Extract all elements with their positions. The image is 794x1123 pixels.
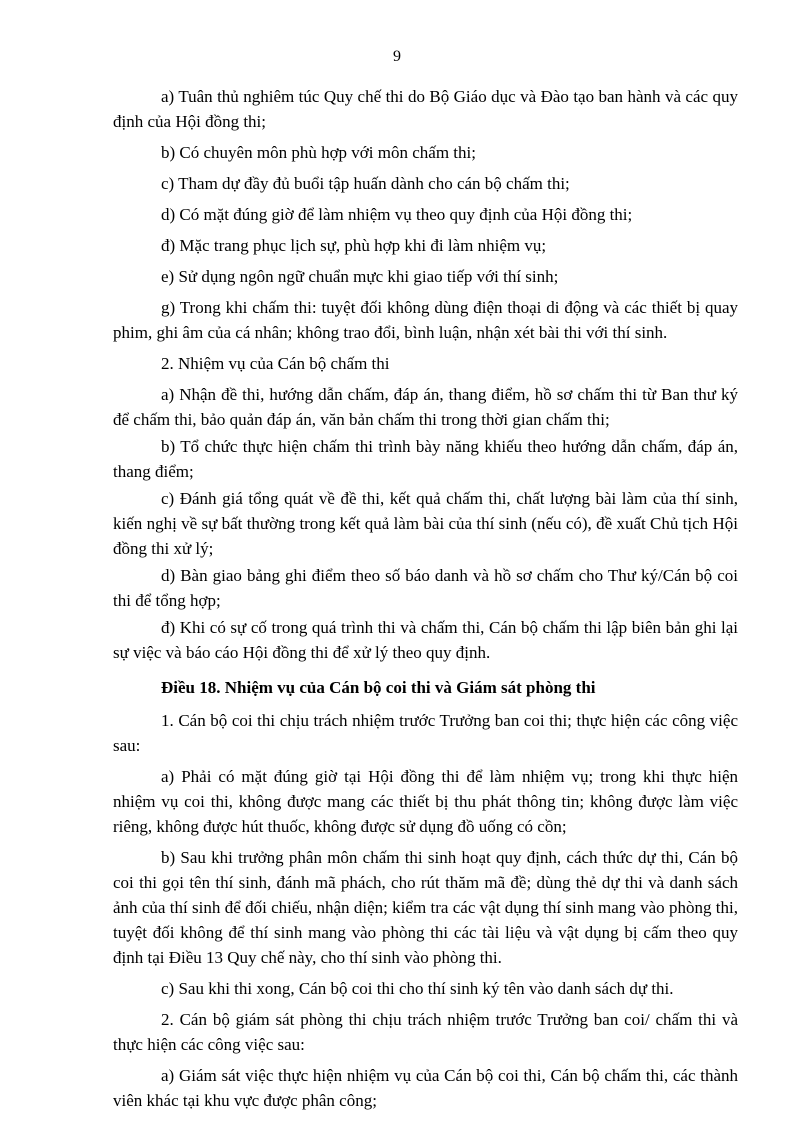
paragraph-1a: a) Tuân thủ nghiêm túc Quy chế thi do Bộ Giáo dục và Đào tạo ban hành và các quy định của Hội đồng thi;: [113, 87, 738, 131]
paragraph-18-1a: a) Phải có mặt đúng giờ tại Hội đồng thi để làm nhiệm vụ; trong khi thực hiện nhiệm vụ coi thi, không được mang các thiết bị thu phát thông tin; không được làm việc riêng, không được hút thuốc, không được sử dụng đồ uống có cồn;: [113, 767, 738, 836]
paragraph-2b: b) Tổ chức thực hiện chấm thi trình bày năng khiếu theo hướng dẫn chấm, đáp án, thang điểm;: [113, 437, 738, 481]
paragraph-18-1: 1. Cán bộ coi thi chịu trách nhiệm trước Trưởng ban coi thi; thực hiện các công việc sau:: [113, 711, 738, 755]
paragraph-1d: d) Có mặt đúng giờ để làm nhiệm vụ theo quy định của Hội đồng thi;: [161, 205, 633, 224]
paragraph-2dd: đ) Khi có sự cố trong quá trình thi và chấm thi, Cán bộ chấm thi lập biên bản ghi lại sự việc và báo cáo Hội đồng thi để xử lý theo quy định.: [113, 618, 738, 662]
paragraph-18-2: 2. Cán bộ giám sát phòng thi chịu trách nhiệm trước Trưởng ban coi/ chấm thi và thực hiện các công việc sau:: [113, 1010, 738, 1054]
paragraph-18-1b: b) Sau khi trưởng phân môn chấm thi sinh hoạt quy định, cách thức dự thi, Cán bộ coi thi gọi tên thí sinh, đánh mã phách, cho rút thăm mã đề; dùng thẻ dự thi và danh sách ảnh của thí sinh để đối chiếu, nhận diện; kiểm tra các vật dụng thí sinh mang vào phòng thi, tuyệt đối không để thí sinh mang vào phòng thi các tài liệu và vật dụng bị cấm theo quy định tại Điều 13 Quy chế này, cho thí sinh vào phòng thi.: [113, 848, 738, 967]
paragraph-1c: c) Tham dự đầy đủ buổi tập huấn dành cho cán bộ chấm thi;: [161, 174, 570, 193]
paragraph-2a: a) Nhận đề thi, hướng dẫn chấm, đáp án, thang điểm, hồ sơ chấm thi từ Ban thư ký để chấm thi, bảo quản đáp án, văn bản chấm thi trong thời gian chấm thi;: [113, 385, 738, 429]
paragraph-1b: b) Có chuyên môn phù hợp với môn chấm thi;: [161, 143, 476, 162]
page-number: 9: [393, 48, 401, 65]
paragraph-2c: c) Đánh giá tổng quát về đề thi, kết quả chấm thi, chất lượng bài làm của thí sinh, kiến nghị về sự bất thường trong kết quả làm bài của thí sinh (nếu có), đề xuất Chủ tịch Hội đồng thi xử lý;: [113, 489, 738, 558]
paragraph-1dd: đ) Mặc trang phục lịch sự, phù hợp khi đi làm nhiệm vụ;: [161, 236, 547, 255]
paragraph-1e: e) Sử dụng ngôn ngữ chuẩn mực khi giao tiếp với thí sinh;: [161, 267, 559, 286]
paragraph-18-2a: a) Giám sát việc thực hiện nhiệm vụ của Cán bộ coi thi, Cán bộ chấm thi, các thành viên khác tại khu vực được phân công;: [113, 1066, 738, 1110]
section-2-title: 2. Nhiệm vụ của Cán bộ chấm thi: [161, 354, 390, 373]
article-18-heading: Điều 18. Nhiệm vụ của Cán bộ coi thi và Giám sát phòng thi: [161, 678, 596, 697]
paragraph-1g: g) Trong khi chấm thi: tuyệt đối không dùng điện thoại di động và các thiết bị quay phim, ghi âm của cá nhân; không trao đổi, bình luận, nhận xét bài thi với thí sinh.: [113, 298, 738, 342]
paragraph-2d: d) Bàn giao bảng ghi điểm theo số báo danh và hồ sơ chấm cho Thư ký/Cán bộ coi thi để tổng hợp;: [113, 566, 738, 610]
paragraph-18-1c: c) Sau khi thi xong, Cán bộ coi thi cho thí sinh ký tên vào danh sách dự thi.: [161, 979, 674, 998]
document-body: [113, 84, 738, 1119]
